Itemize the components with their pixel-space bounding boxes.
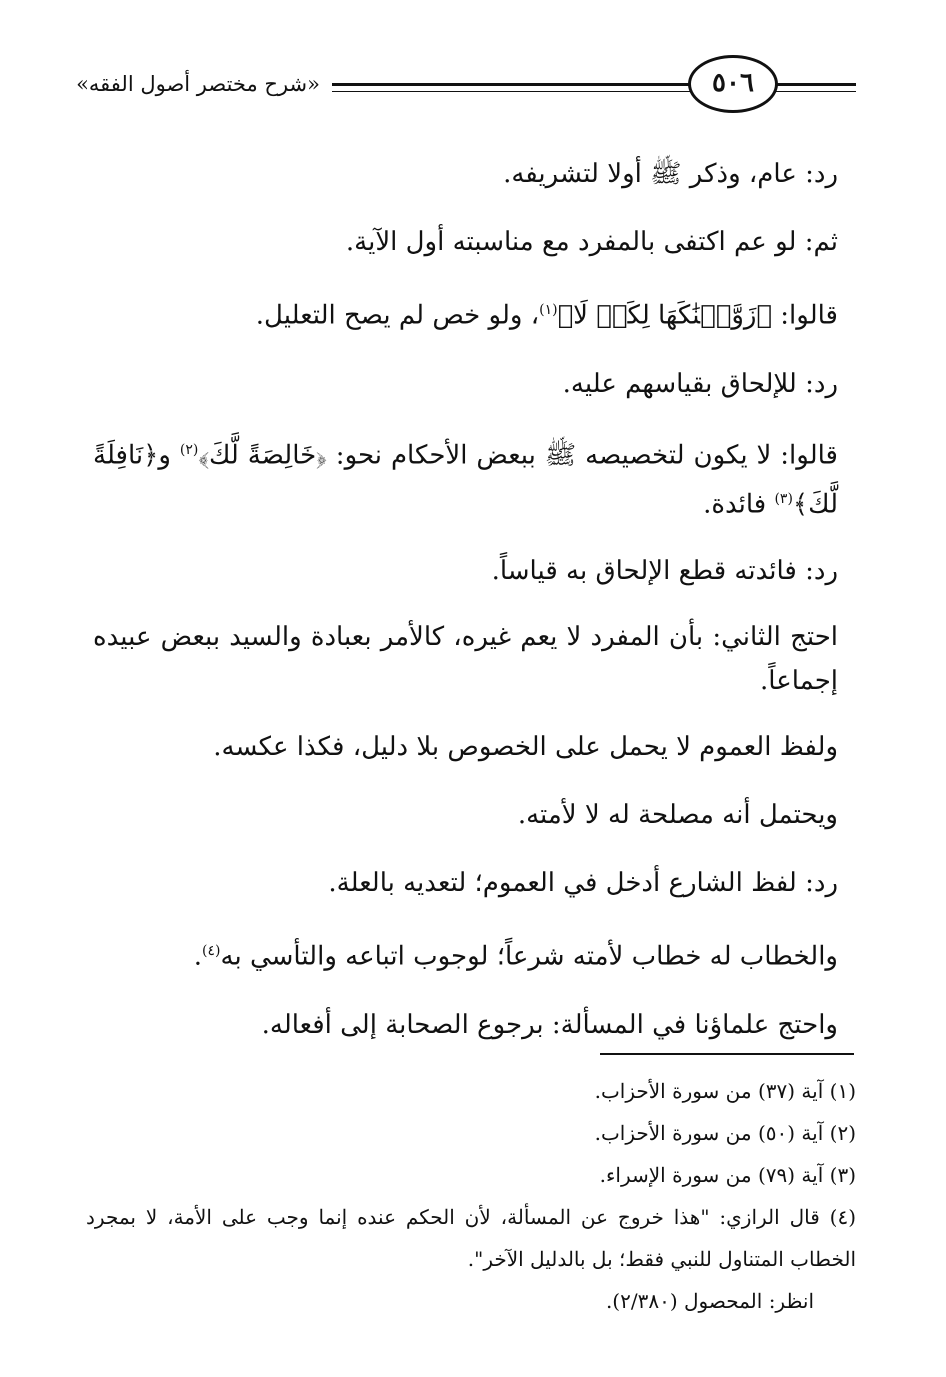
paragraph: واحتج علماؤنا في المسألة: برجوع الصحابة إلى أفعاله. bbox=[261, 1009, 838, 1040]
paragraph: رد: عام، وذكر ﷺ أولا لتشريفه. bbox=[503, 159, 838, 189]
footnote: (٤) قال الرازي: "هذا خروج عن المسألة، لأن الحكم عنده إنما وجب على الأمة، لا بمجرد الخطاب المتناول للنبي فقط؛ بل بالدليل الآخر". bbox=[86, 1205, 856, 1271]
page-header bbox=[76, 50, 860, 110]
text-run: قالوا: لا يكون لتخصيصه ﷺ ببعض الأحكام نحو: ﴿خَالِصَةً لَّكَ﴾ bbox=[198, 440, 838, 471]
footnotes bbox=[86, 1070, 856, 1322]
footnote: (١) آية (٣٧) من سورة الأحزاب. bbox=[594, 1079, 856, 1103]
main-text bbox=[93, 150, 838, 1069]
footnote-ref: (٢) bbox=[179, 441, 199, 458]
page-number: ٥٠٦ bbox=[688, 55, 778, 113]
paragraph: رد: للإلحاق بقياسهم عليه. bbox=[562, 368, 838, 399]
text-run: ، ولو خص لم يصح التعليل. bbox=[255, 300, 540, 331]
paragraph bbox=[93, 286, 838, 340]
footnote: (٢) آية (٥٠) من سورة الأحزاب. bbox=[594, 1121, 856, 1145]
header-rule-left bbox=[332, 83, 700, 92]
footnote-ref: (١) bbox=[539, 302, 558, 318]
footnote-separator bbox=[600, 1053, 854, 1055]
paragraph: ويحتمل أنه مصلحة له لا لأمته. bbox=[517, 799, 838, 830]
footnote-ref: (٣) bbox=[774, 491, 793, 508]
paragraph: ثم: لو عم اكتفى بالمفرد مع مناسبته أول الآية. bbox=[345, 227, 838, 257]
footnote-ref: (٤) bbox=[202, 942, 221, 959]
footnote: (٣) آية (٧٩) من سورة الإسراء. bbox=[599, 1163, 856, 1187]
text-run: والخطاب له خطاب لأمته شرعاً؛ لوجوب اتباعه والتأسي به bbox=[220, 941, 838, 972]
paragraph: ولفظ العموم لا يحمل على الخصوص بلا دليل، فكذا عكسه. bbox=[213, 731, 838, 762]
paragraph bbox=[93, 927, 838, 981]
quran-quote: قالوا: ﴿زَوَّجۡنَٰكَهَا لِكَيۡ لَا﴾ bbox=[557, 300, 838, 331]
paragraph: رد: فائدته قطع الإلحاق به قياساً. bbox=[491, 555, 838, 586]
text-run: فائدة. bbox=[703, 489, 775, 520]
footnote-reference: انظر: المحصول (٢/٣٨٠). bbox=[605, 1289, 814, 1313]
text-run: . bbox=[193, 941, 203, 972]
header-rule-right bbox=[766, 83, 856, 92]
quran-quote: و﴿نَافِلَةً لَّكَ﴾ bbox=[93, 440, 838, 520]
paragraph: احتج الثاني: بأن المفرد لا يعم غيره، كالأمر بعبادة والسيد ببعض عبيده إجماعاً. bbox=[93, 621, 838, 696]
paragraph: رد: لفظ الشارع أدخل في العموم؛ لتعديه بالعلة. bbox=[328, 867, 838, 898]
paragraph bbox=[93, 428, 838, 527]
running-title: «شرح مختصر أصول الفقه» bbox=[76, 72, 320, 96]
